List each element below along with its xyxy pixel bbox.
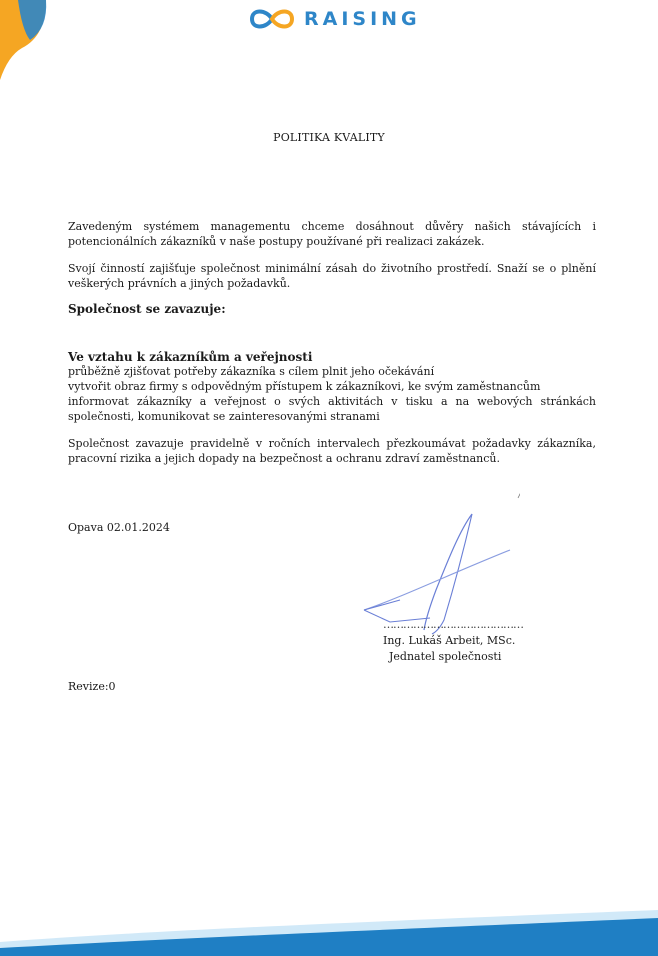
signatory-role: Jednatel společnosti <box>389 650 502 663</box>
commitment-item: průběžně zjišťovat potřeby zákazníka s cílem plnit jeho očekávání <box>68 365 435 378</box>
logo-infinity-icon <box>248 6 296 32</box>
signatory-name: Ing. Lukáš Arbeit, MSc. <box>383 634 516 647</box>
commitment-item: vytvořit obraz firmy s odpovědným přístupem k zákazníkovi, ke svým zaměstnancům <box>68 380 541 393</box>
environment-paragraph: Svojí činností zajišťuje společnost minimální zásah do životního prostředí. Snaží se o plnění veškerých právních a jiných požadavků. <box>68 262 596 290</box>
place-date: Opava 02.01.2024 <box>68 521 170 534</box>
corner-decoration <box>0 0 60 80</box>
section-heading: Ve vztahu k zákazníkům a veřejnosti <box>68 350 313 364</box>
signature-line: …………………………………… <box>383 618 523 631</box>
commitment-heading: Společnost se zavazuje: <box>68 302 226 316</box>
logo-text: RAISING <box>304 8 421 30</box>
intro-paragraph: Zavedeným systémem managementu chceme dosáhnout důvěry našich stávajících i potencionálních zákazníků v naše postupy používané při realizaci zakázek. <box>68 220 596 248</box>
company-logo <box>248 4 421 34</box>
footer-wave-decoration <box>0 880 658 956</box>
review-paragraph: Společnost zavazuje pravidelně v ročních intervalech přezkoumávat požadavky zákazníka, pracovní rizika a jejich dopady na bezpečnost a ochranu zdraví zaměstnanců. <box>68 437 596 465</box>
document-title: POLITIKA KVALITY <box>273 131 385 144</box>
commitment-item: informovat zákazníky a veřejnost o svých aktivitách v tisku a na webových stránkách společnosti, komunikovat se zainteresovanými stranami <box>68 395 596 423</box>
revision-number: Revize:0 <box>68 680 116 693</box>
